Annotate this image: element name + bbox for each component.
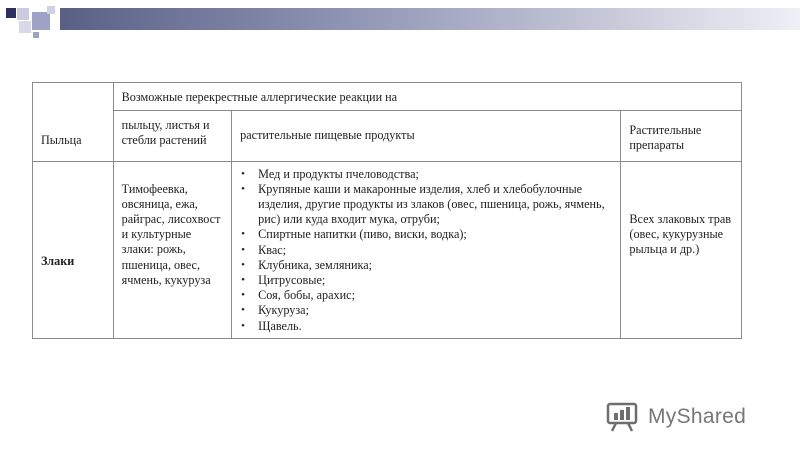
bullet-icon: • bbox=[241, 182, 246, 195]
plants-cell bbox=[113, 161, 232, 338]
pollen-type-cell bbox=[33, 161, 114, 338]
subheader-drugs: Растительные препараты bbox=[629, 123, 702, 153]
list-item: • Крупяные каши и макаронные изделия, хлеб и хлебобулочные изделия, другие продукты из злаков (овес, пшеница, рожь, ячмень, рис) или куда входит мука, отруби; bbox=[241, 181, 605, 227]
watermark-text: MyShared bbox=[648, 405, 747, 428]
bullet-icon: • bbox=[241, 228, 246, 241]
decor-square bbox=[32, 12, 50, 30]
pollen-header-cell bbox=[33, 83, 114, 162]
subheader-food: растительные пищевые продукты bbox=[240, 128, 415, 143]
presentation-board-icon bbox=[606, 401, 642, 433]
allergy-cross-reaction-table bbox=[32, 82, 742, 339]
bullet-icon: • bbox=[241, 289, 246, 302]
plants-list: Тимофеевка, овсяница, ежа, райграс, лисохвост и культурные злаки: рожь, пшеница, овес, ячмень, кукуруза bbox=[121, 181, 221, 287]
list-item: • Квас; bbox=[241, 242, 287, 257]
decor-square bbox=[47, 6, 55, 14]
list-item: • Клубника, земляника; bbox=[241, 257, 373, 272]
reactions-header: Возможные перекрестные аллергические реакции на bbox=[121, 90, 398, 104]
list-item: • Щавель. bbox=[241, 318, 302, 333]
watermark bbox=[606, 400, 746, 434]
subheader-plants: пыльцу, листья и стебли растений bbox=[121, 118, 210, 148]
bullet-icon: • bbox=[241, 167, 246, 180]
bullet-icon: • bbox=[241, 243, 246, 256]
bullet-icon: • bbox=[241, 304, 246, 317]
pollen-type-label: Злаки bbox=[41, 253, 75, 268]
decor-square bbox=[19, 21, 31, 33]
subheader-food-cell bbox=[232, 111, 621, 161]
slide-header-banner bbox=[0, 0, 800, 46]
list-item: • Мед и продукты пчеловодства; bbox=[241, 166, 419, 181]
bullet-icon: • bbox=[241, 274, 246, 287]
drugs-text: Всех злаковых трав (овес, кукурузные рыльца и др.) bbox=[629, 211, 731, 257]
food-cell bbox=[232, 161, 621, 338]
food-list bbox=[232, 162, 620, 338]
drugs-cell bbox=[621, 161, 742, 338]
list-item: • Цитрусовые; bbox=[241, 273, 326, 288]
decor-square bbox=[6, 8, 16, 18]
subheader-plants-cell bbox=[113, 111, 232, 161]
reactions-header-cell bbox=[113, 83, 741, 111]
decor-square bbox=[17, 8, 29, 20]
decor-square bbox=[33, 32, 39, 38]
subheader-drugs-cell bbox=[621, 111, 742, 161]
list-item: • Соя, бобы, арахис; bbox=[241, 288, 355, 303]
banner-gradient-bar bbox=[60, 8, 800, 30]
bullet-icon: • bbox=[241, 319, 246, 332]
bullet-icon: • bbox=[241, 258, 246, 271]
list-item: • Спиртные напитки (пиво, виски, водка); bbox=[241, 227, 467, 242]
list-item: • Кукуруза; bbox=[241, 303, 309, 318]
pollen-header: Пыльца bbox=[41, 133, 82, 147]
